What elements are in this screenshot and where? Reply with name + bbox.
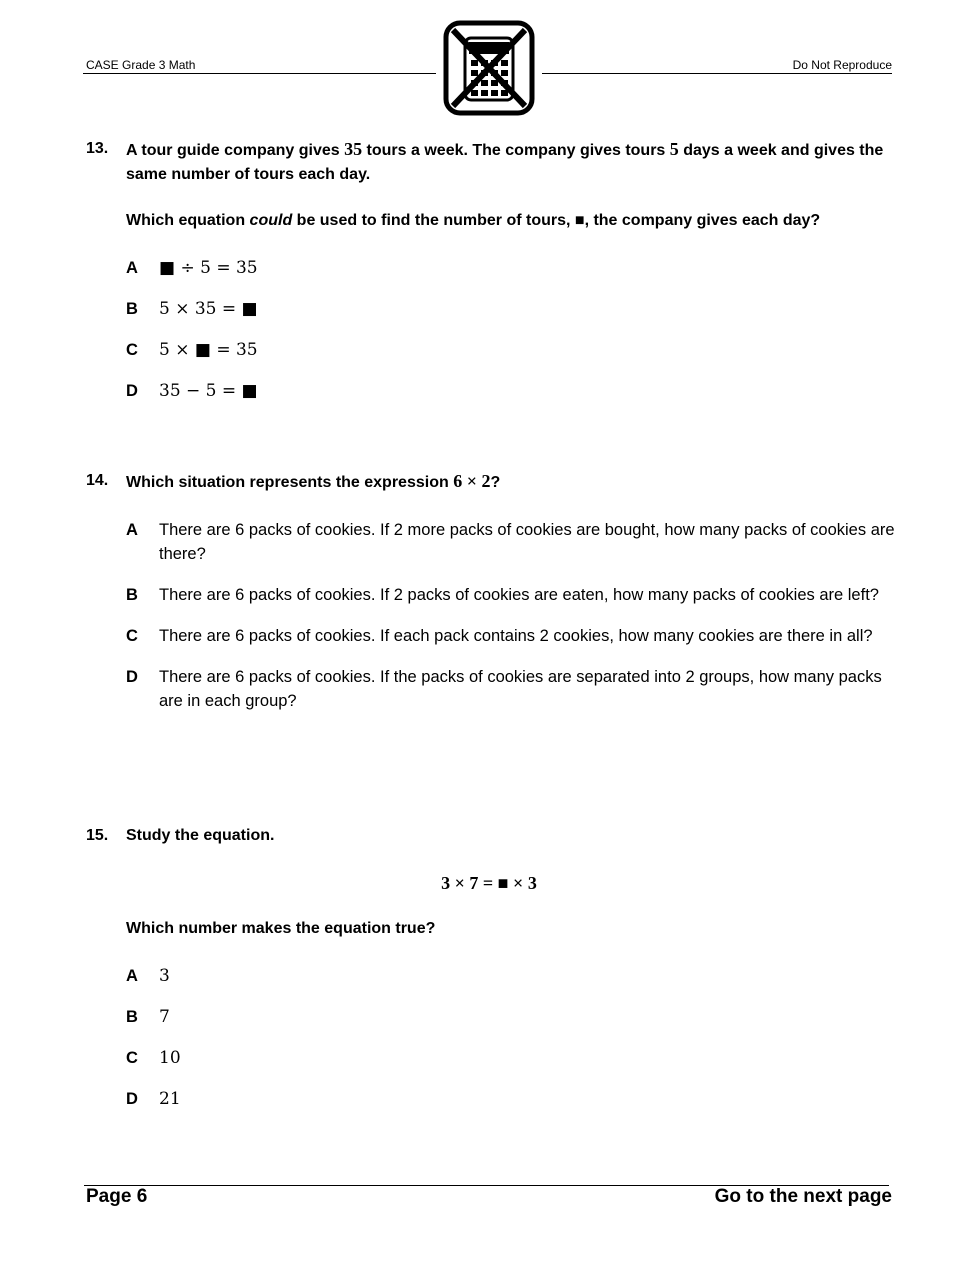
question-number: 14. xyxy=(86,472,109,489)
question-14 xyxy=(86,469,896,713)
question-number: 15. xyxy=(86,827,109,844)
question-prompt: Which equation could be used to find the number of tours, ■, the company gives each day? xyxy=(126,212,821,229)
question-number: 13. xyxy=(86,140,109,157)
answer-option-a[interactable]: A 3 xyxy=(126,966,170,986)
answer-option-b[interactable]: B 7 xyxy=(126,1007,170,1027)
header-right: Do Not Reproduce xyxy=(792,58,892,72)
answer-option-b[interactable]: B There are 6 packs of cookies. If 2 packs of cookies are eaten, how many packs of cookies are left? xyxy=(126,586,879,604)
question-text: A tour guide company gives 35 tours a week. The company gives tours 5 days a week and gives the same number of tours each day. xyxy=(126,139,884,183)
question-13 xyxy=(86,137,896,403)
next-page-note: Go to the next page xyxy=(714,1186,892,1207)
answer-option-c[interactable]: C There are 6 packs of cookies. If each pack contains 2 cookies, how many cookies are there in all? xyxy=(126,627,873,645)
answer-option-d[interactable]: D 21 xyxy=(126,1089,181,1109)
question-15 xyxy=(86,824,896,1111)
header-rule xyxy=(542,73,892,74)
header-left: CASE Grade 3 Math xyxy=(86,58,196,72)
question-text: Which situation represents the expression 6 × 2? xyxy=(126,471,501,491)
equation: 3 × 7 = ■ × 3 xyxy=(441,873,537,893)
page-number: Page 6 xyxy=(86,1186,148,1207)
answer-option-d[interactable]: D 35 − 5 = ■ xyxy=(126,381,258,401)
no-calculator-icon xyxy=(443,20,535,116)
answer-option-a[interactable]: A ■ ÷ 5 = 35 xyxy=(126,258,258,278)
answer-option-d[interactable]: D There are 6 packs of cookies. If the packs of cookies are separated into 2 groups, how many packs are in each group? xyxy=(126,668,882,710)
answer-option-a[interactable]: A There are 6 packs of cookies. If 2 more packs of cookies are bought, how many packs of cookies are there? xyxy=(126,521,895,563)
answer-option-c[interactable]: C 5 × ■ = 35 xyxy=(126,340,258,360)
question-text: Study the equation. xyxy=(126,827,275,844)
answer-option-c[interactable]: C 10 xyxy=(126,1048,181,1068)
answer-option-b[interactable]: B 5 × 35 = ■ xyxy=(126,299,258,319)
question-prompt: Which number makes the equation true? xyxy=(126,920,436,937)
header-rule xyxy=(83,73,436,74)
